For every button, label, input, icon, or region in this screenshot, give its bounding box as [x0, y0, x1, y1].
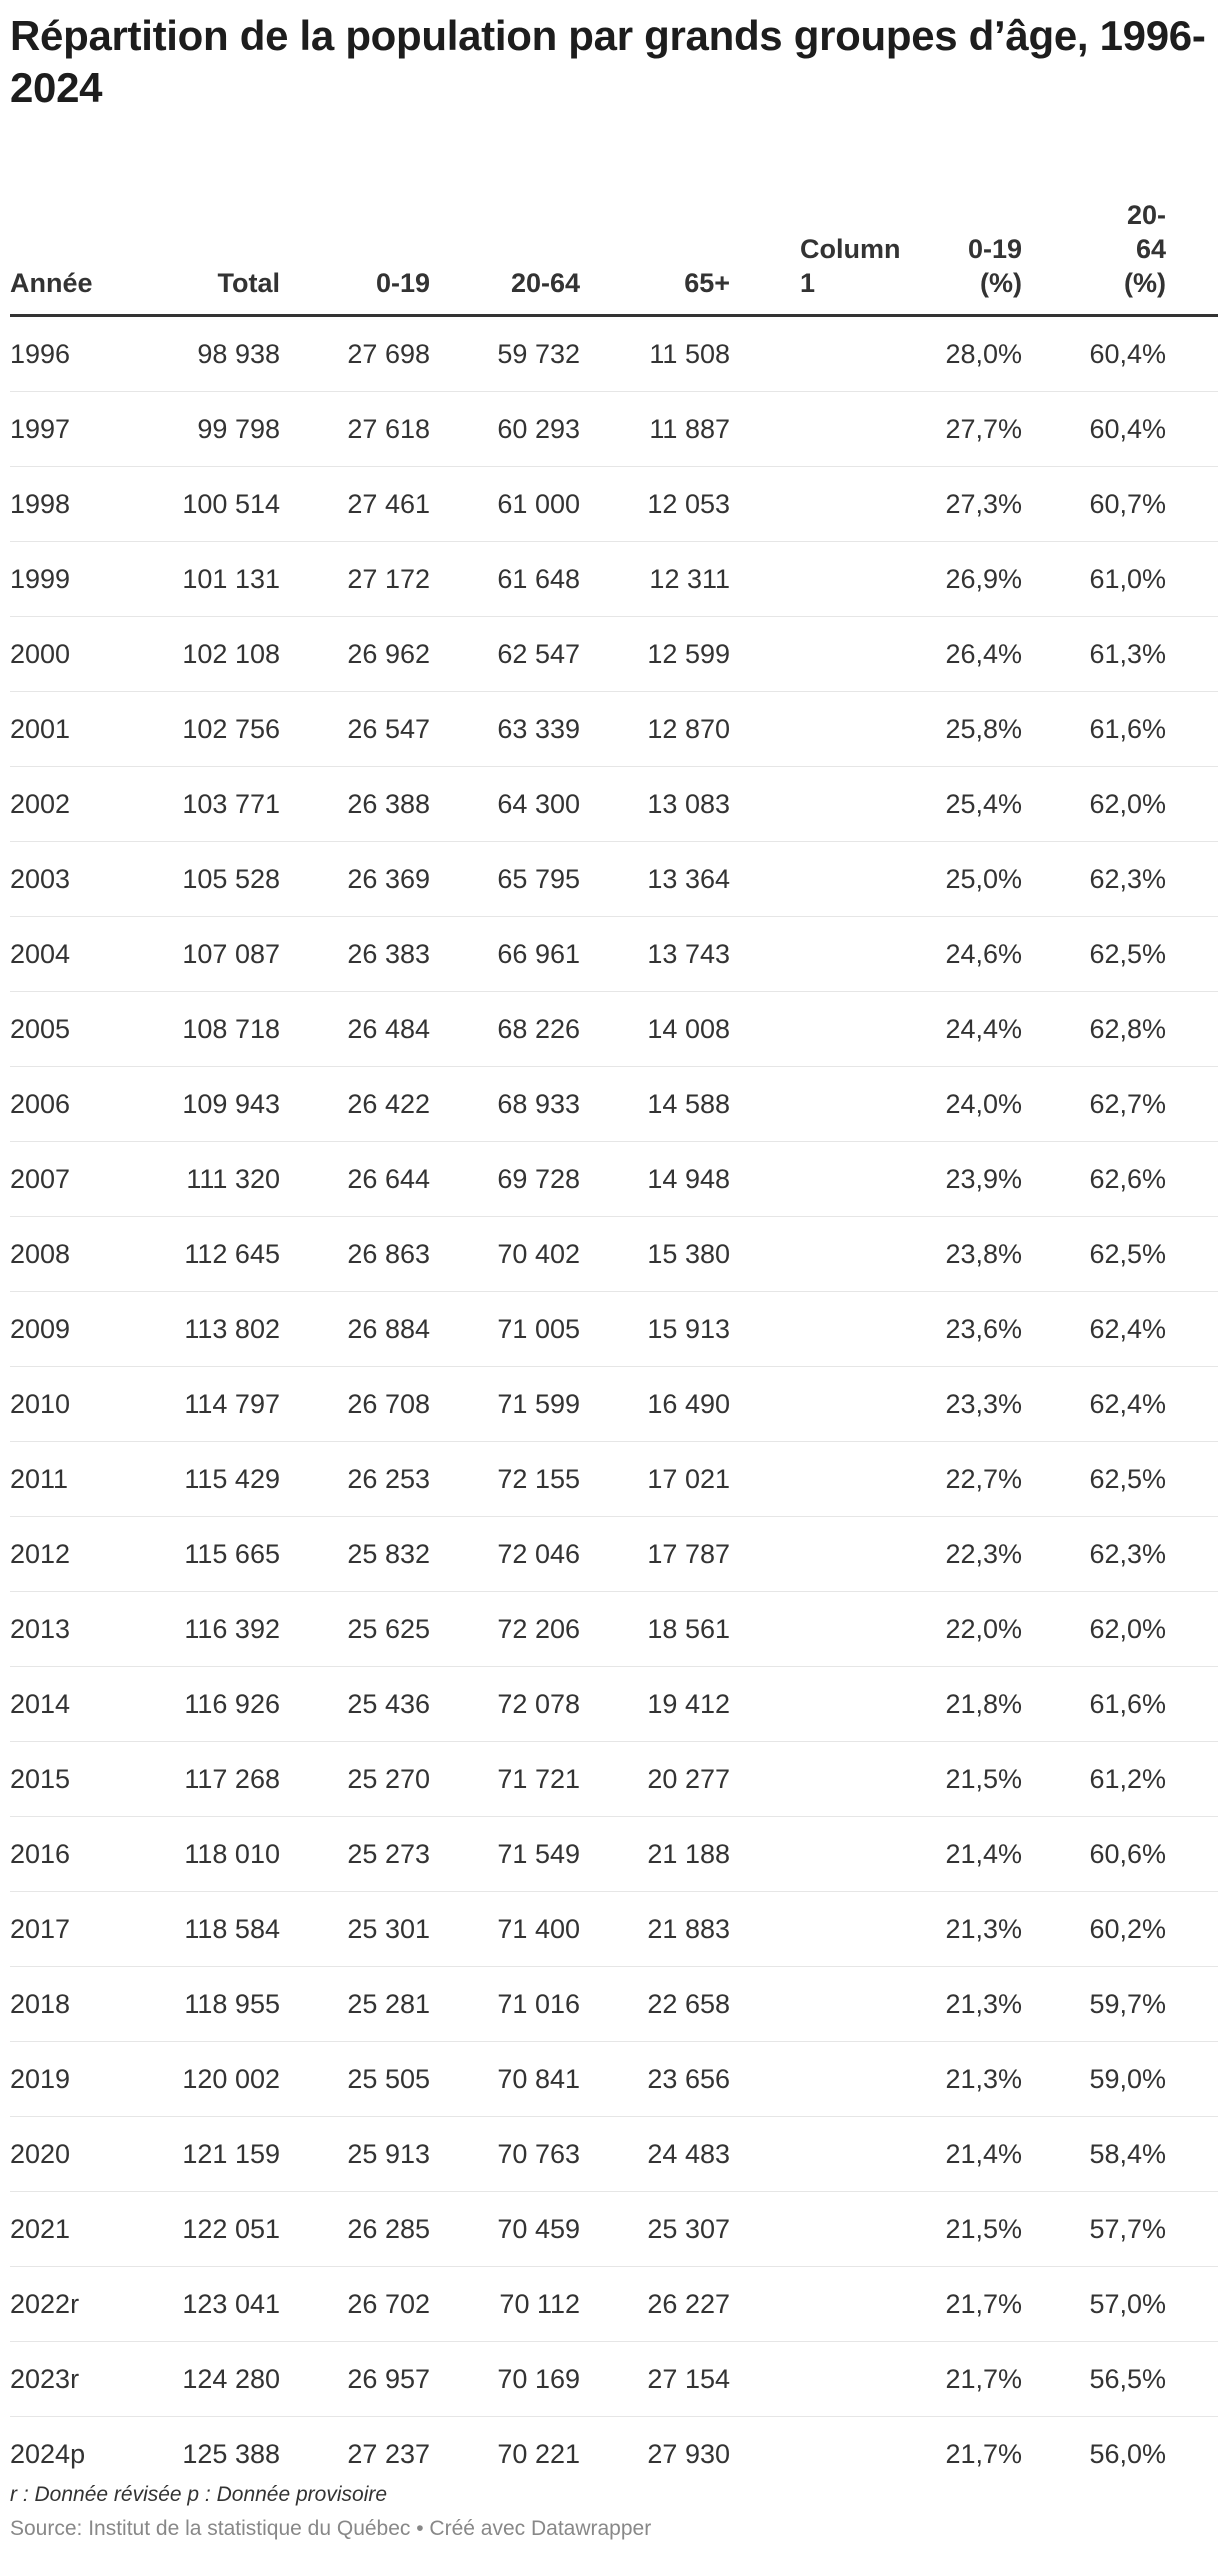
cell-65-plus: 17 787 — [580, 1517, 730, 1592]
cell-20-64: 61 648 — [430, 542, 580, 617]
cell-20-64: 61 000 — [430, 467, 580, 542]
table-row — [10, 842, 1218, 917]
cell-0-19: 26 863 — [280, 1217, 430, 1292]
cell-column-1 — [730, 2417, 898, 2492]
cell-0-19-pct: 22,3% — [898, 1517, 1070, 1592]
cell-annee: 2015 — [10, 1742, 130, 1817]
cell-column-1 — [730, 1442, 898, 1517]
cell-65-plus: 13 743 — [580, 917, 730, 992]
cell-20-64: 70 221 — [497, 2438, 580, 2469]
cell-65-plus: 21 883 — [580, 1892, 730, 1967]
cell-annee: 1998 — [10, 467, 130, 542]
cell-total: 111 320 — [130, 1142, 280, 1217]
cell-column-1 — [730, 1817, 898, 1892]
cell-65-plus: 14 588 — [580, 1067, 730, 1142]
table-row — [10, 1292, 1218, 1367]
cell-annee: 2000 — [10, 617, 130, 692]
cell-20-64: 72 206 — [430, 1592, 580, 1667]
cell-column-1 — [730, 692, 898, 767]
cell-column-1 — [730, 2117, 898, 2192]
cell-column-1 — [730, 1517, 898, 1592]
cell-total: 100 514 — [130, 467, 280, 542]
cell-0-19: 26 285 — [280, 2192, 430, 2267]
cell-total: 118 955 — [130, 1967, 280, 2042]
cell-0-19-pct: 26,4% — [898, 617, 1070, 692]
cell-20-64-pct: 62,6% — [1070, 1142, 1218, 1217]
cell-20-64-pct: 62,7% — [1070, 1067, 1218, 1142]
cell-20-64: 66 961 — [430, 917, 580, 992]
cell-65-plus: 15 380 — [580, 1217, 730, 1292]
cell-20-64: 69 728 — [430, 1142, 580, 1217]
cell-65-plus: 14 008 — [580, 992, 730, 1067]
cell-20-64: 63 339 — [430, 692, 580, 767]
cell-65-plus: 25 307 — [580, 2192, 730, 2267]
cell-total: 118 584 — [130, 1892, 280, 1967]
cell-20-64-pct: 61,0% — [1070, 542, 1218, 617]
column-header-column-1[interactable]: Column 1 — [730, 160, 898, 316]
cell-total: 116 392 — [130, 1592, 280, 1667]
cell-0-19-pct: 25,4% — [898, 767, 1070, 842]
cell-65-plus: 12 053 — [580, 467, 730, 542]
cell-0-19: 25 281 — [280, 1967, 430, 2042]
cell-annee: 2011 — [10, 1442, 130, 1517]
cell-65-plus: 12 599 — [580, 617, 730, 692]
cell-0-19-pct: 23,6% — [898, 1292, 1070, 1367]
cell-total: 102 108 — [130, 617, 280, 692]
cell-column-1 — [730, 316, 898, 392]
cell-annee: 2001 — [10, 692, 130, 767]
table-row — [10, 392, 1218, 467]
cell-20-64: 64 300 — [430, 767, 580, 842]
cell-20-64-pct: 62,3% — [1070, 842, 1218, 917]
cell-0-19-pct: 25,8% — [898, 692, 1070, 767]
cell-column-1 — [730, 917, 898, 992]
cell-65-plus: 27 930 — [647, 2438, 730, 2469]
table-row — [10, 1592, 1218, 1667]
cell-0-19: 25 505 — [280, 2042, 430, 2117]
cell-total: 123 041 — [130, 2267, 280, 2342]
cell-total: 116 926 — [130, 1667, 280, 1742]
cell-total: 124 280 — [130, 2342, 280, 2417]
cell-20-64-pct: 62,4% — [1070, 1292, 1218, 1367]
cell-column-1 — [730, 992, 898, 1067]
table-row — [10, 692, 1218, 767]
cell-20-64: 65 795 — [430, 842, 580, 917]
cell-column-1 — [730, 1967, 898, 2042]
cell-0-19-pct: 22,0% — [898, 1592, 1070, 1667]
cell-20-64: 68 933 — [430, 1067, 580, 1142]
cell-total: 99 798 — [130, 392, 280, 467]
table-row — [10, 2417, 1218, 2492]
table-row — [10, 2267, 1218, 2342]
cell-0-19: 26 884 — [280, 1292, 430, 1367]
cell-total: 112 645 — [130, 1217, 280, 1292]
cell-0-19-pct: 24,4% — [898, 992, 1070, 1067]
cell-0-19: 25 625 — [280, 1592, 430, 1667]
cell-annee: 1999 — [10, 542, 130, 617]
cell-0-19: 27 172 — [280, 542, 430, 617]
table-row — [10, 1142, 1218, 1217]
cell-65-plus: 27 154 — [580, 2342, 730, 2417]
cell-annee: 2022r — [10, 2267, 130, 2342]
cell-annee: 2007 — [10, 1142, 130, 1217]
cell-65-plus: 13 083 — [580, 767, 730, 842]
cell-0-19: 25 301 — [280, 1892, 430, 1967]
cell-20-64: 70 459 — [430, 2192, 580, 2267]
cell-20-64-pct: 61,2% — [1070, 1742, 1218, 1817]
cell-20-64: 71 549 — [430, 1817, 580, 1892]
cell-0-19: 25 270 — [280, 1742, 430, 1817]
cell-column-1 — [730, 1742, 898, 1817]
cell-20-64-pct: 57,7% — [1070, 2192, 1218, 2267]
cell-20-64-pct: 60,4% — [1070, 316, 1218, 392]
cell-20-64-pct: 62,5% — [1070, 1217, 1218, 1292]
cell-20-64: 71 016 — [430, 1967, 580, 2042]
cell-annee: 2021 — [10, 2192, 130, 2267]
cell-20-64-pct: 59,7% — [1070, 1967, 1218, 2042]
cell-20-64: 59 732 — [430, 316, 580, 392]
cell-65-plus: 11 887 — [580, 392, 730, 467]
cell-0-19: 26 702 — [280, 2267, 430, 2342]
cell-column-1 — [730, 467, 898, 542]
cell-20-64: 71 599 — [430, 1367, 580, 1442]
cell-20-64-pct: 60,6% — [1070, 1817, 1218, 1892]
chart-title: Répartition de la population par grands groupes d’âge, 1996-2024 — [10, 12, 1206, 111]
cell-annee: 2003 — [10, 842, 130, 917]
cell-total: 98 938 — [130, 316, 280, 392]
cell-20-64: 71 400 — [430, 1892, 580, 1967]
cell-annee: 2002 — [10, 767, 130, 842]
cell-column-1 — [730, 1667, 898, 1742]
cell-total: 121 159 — [130, 2117, 280, 2192]
table-row — [10, 2042, 1218, 2117]
cell-0-19-pct: 21,5% — [898, 1742, 1070, 1817]
cell-20-64-pct: 62,8% — [1070, 992, 1218, 1067]
cell-column-1 — [730, 392, 898, 467]
cell-annee: 2012 — [10, 1517, 130, 1592]
cell-total: 109 943 — [130, 1067, 280, 1142]
table-row — [10, 1442, 1218, 1517]
cell-0-19: 26 962 — [280, 617, 430, 692]
cell-0-19: 26 708 — [280, 1367, 430, 1442]
cell-0-19-pct: 23,8% — [898, 1217, 1070, 1292]
cell-20-64: 71 005 — [430, 1292, 580, 1367]
cell-0-19-pct: 21,4% — [898, 2117, 1070, 2192]
cell-column-1 — [730, 2192, 898, 2267]
cell-20-64: 68 226 — [430, 992, 580, 1067]
cell-column-1 — [730, 542, 898, 617]
cell-0-19: 26 547 — [280, 692, 430, 767]
cell-column-1 — [730, 1292, 898, 1367]
cell-65-plus: 11 508 — [580, 316, 730, 392]
cell-0-19-pct: 21,8% — [898, 1667, 1070, 1742]
data-table — [10, 160, 1218, 2491]
cell-annee: 2013 — [10, 1592, 130, 1667]
table-row — [10, 1967, 1218, 2042]
cell-0-19: 25 436 — [280, 1667, 430, 1742]
cell-column-1 — [730, 1217, 898, 1292]
table-row — [10, 1817, 1218, 1892]
cell-total: 107 087 — [130, 917, 280, 992]
table-row — [10, 767, 1218, 842]
cell-20-64: 70 402 — [430, 1217, 580, 1292]
column-header-total[interactable]: Total — [130, 160, 280, 316]
cell-65-plus: 24 483 — [580, 2117, 730, 2192]
table-row — [10, 1892, 1218, 1967]
cell-20-64-pct: 62,0% — [1070, 767, 1218, 842]
cell-20-64-pct: 61,3% — [1070, 617, 1218, 692]
cell-20-64-pct: 60,4% — [1070, 392, 1218, 467]
cell-0-19: 26 644 — [280, 1142, 430, 1217]
table-row — [10, 1367, 1218, 1442]
column-header-20-64-pct[interactable]: 20- 64 (%) — [1070, 160, 1218, 316]
cell-20-64-pct: 60,7% — [1070, 467, 1218, 542]
cell-0-19: 26 253 — [280, 1442, 430, 1517]
column-header-annee[interactable]: Année — [10, 160, 130, 316]
cell-20-64-pct: 62,0% — [1070, 1592, 1218, 1667]
column-header-0-19[interactable]: 0-19 — [280, 160, 430, 316]
source-credit: Source: Institut de la statistique du Québec • Créé avec Datawrapper — [10, 2517, 652, 2540]
column-header-20-64[interactable]: 20-64 — [430, 160, 580, 316]
cell-0-19-pct: 28,0% — [898, 316, 1070, 392]
cell-0-19: 26 383 — [280, 917, 430, 992]
cell-annee: 2014 — [10, 1667, 130, 1742]
cell-65-plus: 17 021 — [580, 1442, 730, 1517]
cell-annee: 1996 — [10, 316, 130, 392]
cell-annee: 2023r — [10, 2342, 130, 2417]
cell-20-64: 72 046 — [430, 1517, 580, 1592]
cell-65-plus: 21 188 — [580, 1817, 730, 1892]
cell-0-19-pct: 21,3% — [898, 2042, 1070, 2117]
cell-65-plus: 14 948 — [580, 1142, 730, 1217]
cell-total: 117 268 — [130, 1742, 280, 1817]
footnote: r : Donnée révisée p : Donnée provisoire — [10, 2483, 388, 2506]
cell-column-1 — [730, 2042, 898, 2117]
cell-total: 118 010 — [130, 1817, 280, 1892]
cell-65-plus: 15 913 — [580, 1292, 730, 1367]
cell-0-19-pct: 21,4% — [898, 1817, 1070, 1892]
cell-65-plus: 19 412 — [580, 1667, 730, 1742]
cell-0-19-pct: 22,7% — [898, 1442, 1070, 1517]
cell-annee: 2010 — [10, 1367, 130, 1442]
cell-column-1 — [730, 1892, 898, 1967]
cell-column-1 — [730, 1367, 898, 1442]
cell-0-19: 26 957 — [280, 2342, 430, 2417]
table-row — [10, 2192, 1218, 2267]
table-row — [10, 1067, 1218, 1142]
cell-0-19-pct: 26,9% — [898, 542, 1070, 617]
cell-20-64-pct: 62,3% — [1070, 1517, 1218, 1592]
table-row — [10, 1742, 1218, 1817]
cell-annee: 2006 — [10, 1067, 130, 1142]
table-row — [10, 917, 1218, 992]
cell-annee: 2019 — [10, 2042, 130, 2117]
cell-0-19: 25 832 — [280, 1517, 430, 1592]
cell-column-1 — [730, 842, 898, 917]
cell-total: 102 756 — [130, 692, 280, 767]
cell-column-1 — [730, 1142, 898, 1217]
cell-20-64: 70 112 — [430, 2267, 580, 2342]
cell-20-64-pct: 56,5% — [1070, 2342, 1218, 2417]
cell-annee: 2004 — [10, 917, 130, 992]
cell-column-1 — [730, 1067, 898, 1142]
cell-20-64: 70 169 — [430, 2342, 580, 2417]
cell-column-1 — [730, 617, 898, 692]
cell-annee: 2005 — [10, 992, 130, 1067]
cell-total: 101 131 — [130, 542, 280, 617]
cell-20-64: 70 841 — [430, 2042, 580, 2117]
cell-0-19: 26 484 — [280, 992, 430, 1067]
cell-65-plus: 20 277 — [580, 1742, 730, 1817]
cell-total: 125 388 — [182, 2438, 280, 2469]
cell-total: 115 429 — [130, 1442, 280, 1517]
chart-container — [10, 10, 1220, 2540]
cell-65-plus: 26 227 — [580, 2267, 730, 2342]
cell-20-64-pct: 58,4% — [1070, 2117, 1218, 2192]
cell-0-19-pct: 21,7% — [898, 2267, 1070, 2342]
table-row — [10, 2117, 1218, 2192]
cell-20-64-pct: 61,6% — [1070, 1667, 1218, 1742]
cell-0-19: 26 369 — [280, 842, 430, 917]
table-row — [10, 467, 1218, 542]
cell-20-64-pct: 60,2% — [1070, 1892, 1218, 1967]
cell-total: 122 051 — [130, 2192, 280, 2267]
cell-total: 108 718 — [130, 992, 280, 1067]
cell-0-19-pct: 21,7% — [945, 2438, 1022, 2469]
cell-0-19-pct: 27,7% — [898, 392, 1070, 467]
cell-total: 115 665 — [130, 1517, 280, 1592]
cell-65-plus: 12 870 — [580, 692, 730, 767]
table-header-row — [10, 160, 1218, 316]
cell-column-1 — [730, 2342, 898, 2417]
cell-0-19-pct: 23,3% — [898, 1367, 1070, 1442]
column-header-0-19-pct[interactable]: 0-19 (%) — [898, 160, 1070, 316]
cell-annee: 2018 — [10, 1967, 130, 2042]
table-body — [10, 316, 1218, 2492]
cell-20-64-pct: 62,5% — [1070, 917, 1218, 992]
cell-20-64: 60 293 — [430, 392, 580, 467]
cell-0-19: 25 273 — [280, 1817, 430, 1892]
cell-0-19-pct: 25,0% — [898, 842, 1070, 917]
cell-annee: 2024p — [10, 2438, 86, 2469]
column-header-65-plus[interactable]: 65+ — [580, 160, 730, 316]
cell-65-plus: 13 364 — [580, 842, 730, 917]
cell-annee: 2009 — [10, 1292, 130, 1367]
table-row — [10, 617, 1218, 692]
table-row — [10, 316, 1218, 392]
cell-0-19: 27 698 — [280, 316, 430, 392]
cell-annee: 2017 — [10, 1892, 130, 1967]
cell-total: 105 528 — [130, 842, 280, 917]
cell-0-19-pct: 21,3% — [898, 1967, 1070, 2042]
table-row — [10, 2342, 1218, 2417]
cell-column-1 — [730, 1592, 898, 1667]
cell-0-19-pct: 21,5% — [898, 2192, 1070, 2267]
table-row — [10, 992, 1218, 1067]
cell-0-19-pct: 21,7% — [898, 2342, 1070, 2417]
cell-0-19: 27 461 — [280, 467, 430, 542]
cell-65-plus: 12 311 — [580, 542, 730, 617]
table-row — [10, 542, 1218, 617]
cell-0-19: 26 422 — [280, 1067, 430, 1142]
cell-total: 113 802 — [130, 1292, 280, 1367]
cell-0-19-pct: 24,0% — [898, 1067, 1070, 1142]
cell-0-19: 26 388 — [280, 767, 430, 842]
cell-65-plus: 23 656 — [580, 2042, 730, 2117]
cell-20-64: 72 155 — [430, 1442, 580, 1517]
cell-65-plus: 18 561 — [580, 1592, 730, 1667]
cell-total: 114 797 — [130, 1367, 280, 1442]
cell-20-64-pct: 59,0% — [1070, 2042, 1218, 2117]
cell-annee: 2020 — [10, 2117, 130, 2192]
cell-total: 120 002 — [130, 2042, 280, 2117]
cell-0-19-pct: 21,3% — [898, 1892, 1070, 1967]
cell-annee: 2016 — [10, 1817, 130, 1892]
cell-0-19: 27 618 — [280, 392, 430, 467]
cell-20-64: 72 078 — [430, 1667, 580, 1742]
cell-column-1 — [730, 767, 898, 842]
cell-20-64: 71 721 — [430, 1742, 580, 1817]
cell-0-19-pct: 27,3% — [898, 467, 1070, 542]
cell-20-64: 70 763 — [430, 2117, 580, 2192]
cell-annee: 2008 — [10, 1217, 130, 1292]
cell-20-64-pct: 56,0% — [1089, 2438, 1166, 2469]
table-row — [10, 1667, 1218, 1742]
cell-0-19-pct: 23,9% — [898, 1142, 1070, 1217]
cell-20-64-pct: 62,4% — [1070, 1367, 1218, 1442]
cell-20-64: 62 547 — [430, 617, 580, 692]
cell-0-19: 25 913 — [280, 2117, 430, 2192]
cell-65-plus: 16 490 — [580, 1367, 730, 1442]
cell-20-64-pct: 57,0% — [1070, 2267, 1218, 2342]
cell-0-19: 27 237 — [347, 2438, 430, 2469]
cell-total: 103 771 — [130, 767, 280, 842]
cell-column-1 — [730, 2267, 898, 2342]
cell-0-19-pct: 24,6% — [898, 917, 1070, 992]
table-row — [10, 1517, 1218, 1592]
cell-annee: 1997 — [10, 392, 130, 467]
table-row — [10, 1217, 1218, 1292]
cell-20-64-pct: 61,6% — [1070, 692, 1218, 767]
cell-20-64-pct: 62,5% — [1070, 1442, 1218, 1517]
cell-65-plus: 22 658 — [580, 1967, 730, 2042]
